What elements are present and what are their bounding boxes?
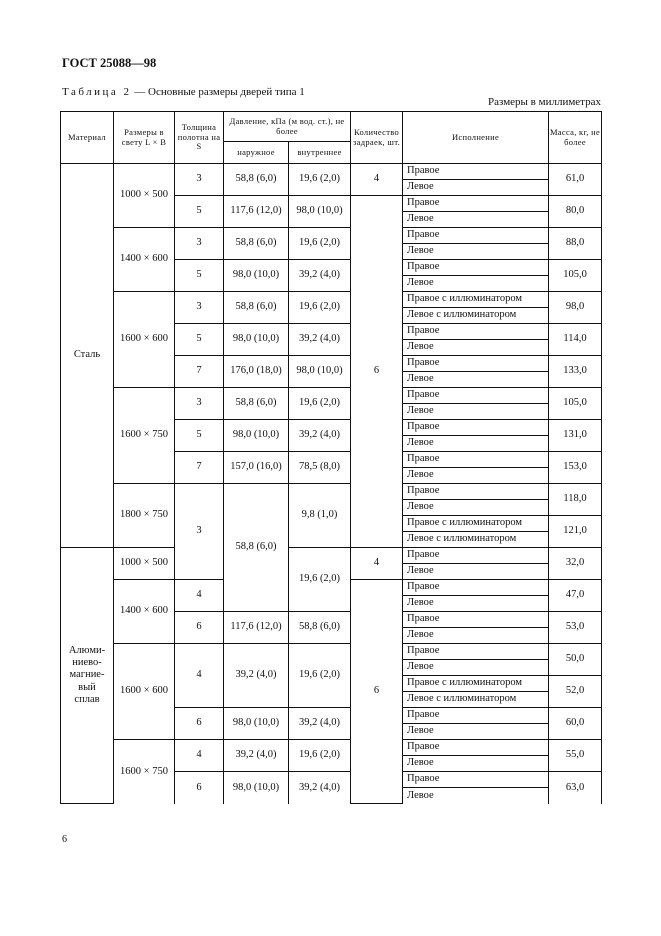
mass-cell: 133,0 (549, 356, 602, 388)
thickness-cell: 3 (175, 388, 224, 420)
outer-pressure-cell: 39,2 (4,0) (224, 644, 289, 708)
execution-cell: Правое (403, 324, 549, 340)
mass-cell: 47,0 (549, 580, 602, 612)
execution-cell: Левое (403, 660, 549, 676)
col-size: Размеры в свету L × B (114, 112, 175, 164)
thickness-cell: 3 (175, 292, 224, 324)
execution-cell: Правое (403, 356, 549, 372)
locks-cell: 6 (351, 580, 403, 804)
mass-cell: 121,0 (549, 516, 602, 548)
execution-cell: Левое (403, 404, 549, 420)
outer-pressure-cell: 117,6 (12,0) (224, 612, 289, 644)
inner-pressure-cell: 19,6 (2,0) (289, 292, 351, 324)
mass-cell: 131,0 (549, 420, 602, 452)
door-dimensions-table (60, 111, 602, 804)
locks-cell: 4 (351, 164, 403, 196)
execution-cell: Левое с иллюминатором (403, 692, 549, 708)
outer-pressure-cell: 98,0 (10,0) (224, 260, 289, 292)
mass-cell: 53,0 (549, 612, 602, 644)
col-pressure-inner: внутреннее (289, 142, 351, 164)
inner-pressure-cell: 19,6 (2,0) (289, 644, 351, 708)
units-note: Размеры в миллиметрах (488, 96, 601, 108)
thickness-cell: 7 (175, 356, 224, 388)
inner-pressure-cell: 39,2 (4,0) (289, 772, 351, 804)
outer-pressure-cell: 58,8 (6,0) (224, 164, 289, 196)
col-pressure-outer: наружное (224, 142, 289, 164)
outer-pressure-cell: 58,8 (6,0) (224, 292, 289, 324)
size-cell: 1600 × 750 (114, 740, 175, 804)
material-cell: Алюми- ниево- магние- вый сплав (61, 548, 114, 804)
inner-pressure-cell: 78,5 (8,0) (289, 452, 351, 484)
inner-pressure-cell: 19,6 (2,0) (289, 388, 351, 420)
mass-cell: 61,0 (549, 164, 602, 196)
col-material: Материал (61, 112, 114, 164)
outer-pressure-cell: 157,0 (16,0) (224, 452, 289, 484)
mass-cell: 63,0 (549, 772, 602, 804)
outer-pressure-cell: 98,0 (10,0) (224, 420, 289, 452)
inner-pressure-cell: 98,0 (10,0) (289, 196, 351, 228)
execution-cell: Левое (403, 756, 549, 772)
size-cell: 1000 × 500 (114, 164, 175, 228)
mass-cell: 80,0 (549, 196, 602, 228)
execution-cell: Правое (403, 612, 549, 628)
execution-cell: Правое (403, 580, 549, 596)
size-cell: 1800 × 750 (114, 484, 175, 548)
inner-pressure-cell: 19,6 (2,0) (289, 548, 351, 612)
outer-pressure-cell: 98,0 (10,0) (224, 772, 289, 804)
execution-cell: Правое (403, 740, 549, 756)
execution-cell: Правое с иллюминатором (403, 516, 549, 532)
outer-pressure-cell: 39,2 (4,0) (224, 740, 289, 772)
execution-cell: Правое (403, 260, 549, 276)
mass-cell: 114,0 (549, 324, 602, 356)
size-cell: 1600 × 600 (114, 644, 175, 740)
thickness-cell: 5 (175, 260, 224, 292)
outer-pressure-cell: 176,0 (18,0) (224, 356, 289, 388)
col-thickness: Толщина полотна на S (175, 112, 224, 164)
thickness-cell: 6 (175, 708, 224, 740)
thickness-cell: 3 (175, 228, 224, 260)
execution-cell: Левое (403, 436, 549, 452)
mass-cell: 60,0 (549, 708, 602, 740)
thickness-cell: 4 (175, 740, 224, 772)
inner-pressure-cell: 19,6 (2,0) (289, 740, 351, 772)
size-cell: 1600 × 600 (114, 292, 175, 388)
execution-cell: Левое (403, 788, 549, 804)
size-cell: 1400 × 600 (114, 228, 175, 292)
inner-pressure-cell: 19,6 (2,0) (289, 164, 351, 196)
mass-cell: 153,0 (549, 452, 602, 484)
inner-pressure-cell: 39,2 (4,0) (289, 260, 351, 292)
execution-cell: Левое с иллюминатором (403, 532, 549, 548)
execution-cell: Левое (403, 724, 549, 740)
col-mass: Масса, кг, не более (549, 112, 602, 164)
outer-pressure-cell: 98,0 (10,0) (224, 708, 289, 740)
document-header: ГОСТ 25088—98 (62, 56, 157, 70)
execution-cell: Левое (403, 180, 549, 196)
inner-pressure-cell: 58,8 (6,0) (289, 612, 351, 644)
mass-cell: 98,0 (549, 292, 602, 324)
execution-cell: Левое (403, 340, 549, 356)
thickness-cell: 6 (175, 612, 224, 644)
thickness-cell: 4 (175, 580, 224, 612)
outer-pressure-cell: 117,6 (12,0) (224, 196, 289, 228)
execution-cell: Левое (403, 628, 549, 644)
execution-cell: Правое с иллюминатором (403, 676, 549, 692)
execution-cell: Левое с иллюминатором (403, 308, 549, 324)
mass-cell: 50,0 (549, 644, 602, 676)
thickness-cell: 4 (175, 644, 224, 708)
thickness-cell: 6 (175, 772, 224, 804)
col-execution: Исполнение (403, 112, 549, 164)
mass-cell: 88,0 (549, 228, 602, 260)
material-cell: Сталь (61, 164, 114, 548)
execution-cell: Левое (403, 596, 549, 612)
mass-cell: 52,0 (549, 676, 602, 708)
mass-cell: 55,0 (549, 740, 602, 772)
execution-cell: Левое (403, 500, 549, 516)
inner-pressure-cell: 19,6 (2,0) (289, 228, 351, 260)
locks-cell: 4 (351, 548, 403, 580)
page-number: 6 (62, 834, 67, 845)
inner-pressure-cell: 39,2 (4,0) (289, 708, 351, 740)
inner-pressure-cell: 9,8 (1,0) (289, 484, 351, 548)
thickness-cell: 5 (175, 324, 224, 356)
thickness-cell: 3 (175, 484, 224, 580)
thickness-cell: 7 (175, 452, 224, 484)
execution-cell: Правое (403, 196, 549, 212)
outer-pressure-cell: 58,8 (6,0) (224, 484, 289, 612)
outer-pressure-cell: 98,0 (10,0) (224, 324, 289, 356)
thickness-cell: 5 (175, 196, 224, 228)
inner-pressure-cell: 39,2 (4,0) (289, 420, 351, 452)
mass-cell: 105,0 (549, 260, 602, 292)
table-caption-text: — Основные размеры дверей типа 1 (131, 86, 305, 98)
thickness-cell: 3 (175, 164, 224, 196)
execution-cell: Правое (403, 708, 549, 724)
size-cell: 1000 × 500 (114, 548, 175, 580)
inner-pressure-cell: 39,2 (4,0) (289, 324, 351, 356)
table-caption (62, 86, 305, 98)
execution-cell: Левое (403, 372, 549, 388)
execution-cell: Правое (403, 772, 549, 788)
execution-cell: Правое (403, 548, 549, 564)
execution-cell: Левое (403, 468, 549, 484)
execution-cell: Правое (403, 484, 549, 500)
execution-cell: Правое с иллюминатором (403, 292, 549, 308)
col-pressure: Давление, кПа (м вод. ст.), не более (224, 112, 351, 142)
execution-cell: Левое (403, 244, 549, 260)
size-cell: 1600 × 750 (114, 388, 175, 484)
size-cell: 1400 × 600 (114, 580, 175, 644)
table-caption-label: Таблица 2 (62, 86, 132, 98)
mass-cell: 118,0 (549, 484, 602, 516)
execution-cell: Правое (403, 644, 549, 660)
outer-pressure-cell: 58,8 (6,0) (224, 228, 289, 260)
outer-pressure-cell: 58,8 (6,0) (224, 388, 289, 420)
execution-cell: Левое (403, 564, 549, 580)
execution-cell: Правое (403, 420, 549, 436)
inner-pressure-cell: 98,0 (10,0) (289, 356, 351, 388)
execution-cell: Правое (403, 228, 549, 244)
execution-cell: Правое (403, 452, 549, 468)
execution-cell: Левое (403, 212, 549, 228)
mass-cell: 32,0 (549, 548, 602, 580)
mass-cell: 105,0 (549, 388, 602, 420)
execution-cell: Правое (403, 164, 549, 180)
thickness-cell: 5 (175, 420, 224, 452)
locks-cell: 6 (351, 196, 403, 548)
execution-cell: Левое (403, 276, 549, 292)
execution-cell: Правое (403, 388, 549, 404)
col-locks: Количество задраек, шт. (351, 112, 403, 164)
